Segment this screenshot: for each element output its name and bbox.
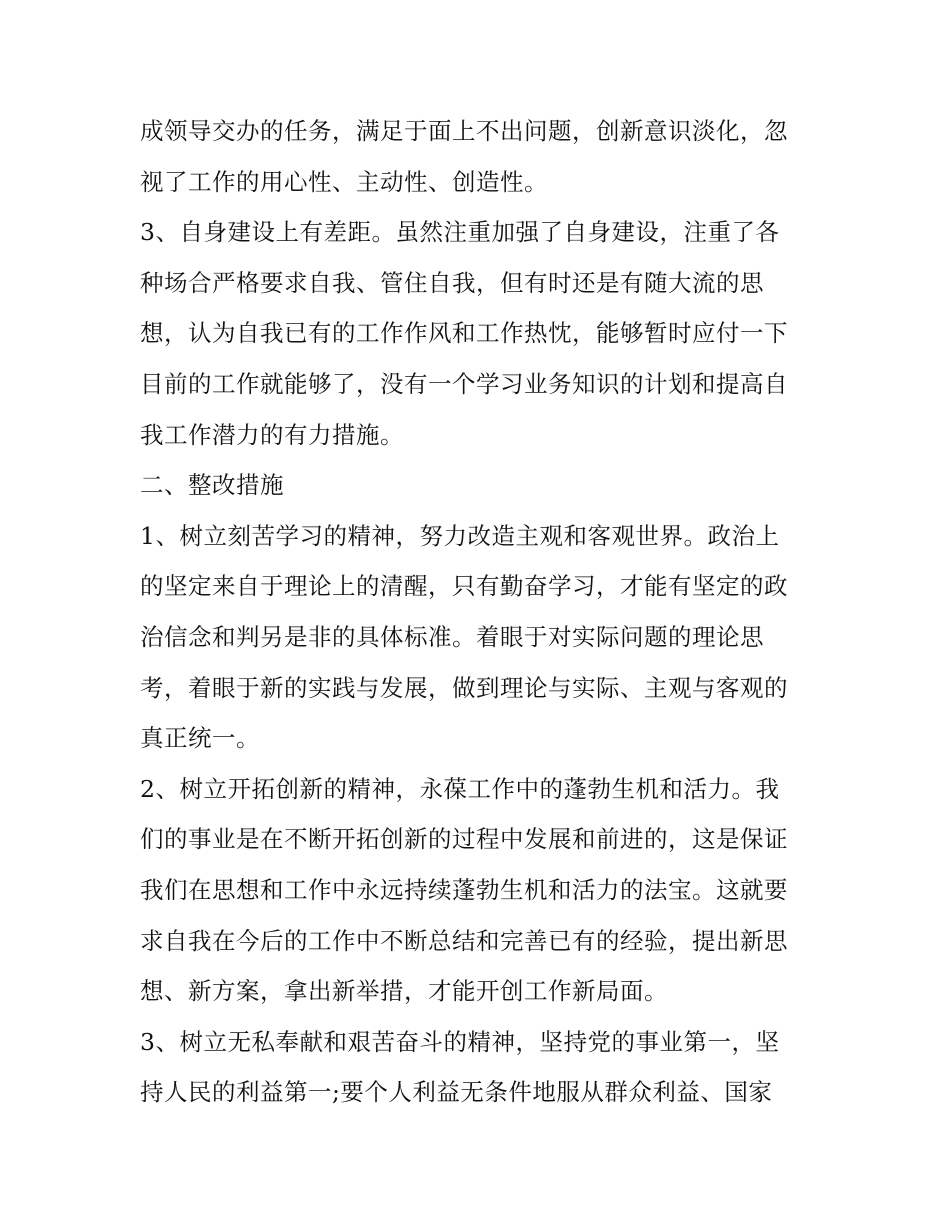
text-line: 我们在思想和工作中永远持续蓬勃生机和活力的法宝。这就要 bbox=[140, 875, 788, 904]
text-line: 想，认为自我已有的工作作风和工作热忱，能够暂时应付一下 bbox=[140, 319, 788, 348]
text-line: 视了工作的用心性、主动性、创造性。 bbox=[140, 167, 548, 196]
text-line: 真正统一。 bbox=[140, 724, 260, 753]
section-heading: 二、整改措施 bbox=[140, 471, 284, 500]
text-line: 目前的工作就能够了，没有一个学习业务知识的计划和提高自 bbox=[140, 369, 788, 398]
text-line: 我工作潜力的有力措施。 bbox=[140, 420, 404, 449]
text-line: 3、树立无私奉献和艰苦奋斗的精神，坚持党的事业第一，坚 bbox=[140, 1027, 780, 1056]
text-line: 的坚定来自于理论上的清醒，只有勤奋学习，才能有坚定的政 bbox=[140, 572, 788, 601]
text-line: 1、树立刻苦学习的精神，努力改造主观和客观世界。政治上 bbox=[140, 521, 780, 550]
text-line: 持人民的利益第一;要个人利益无条件地服从群众利益、国家 bbox=[140, 1078, 773, 1107]
text-line: 想、新方案，拿出新举措，才能开创工作新局面。 bbox=[140, 977, 668, 1006]
body-text bbox=[140, 106, 820, 1118]
text-line: 2、树立开拓创新的精神，永葆工作中的蓬勃生机和活力。我 bbox=[140, 774, 780, 803]
text-line: 3、自身建设上有差距。虽然注重加强了自身建设，注重了各 bbox=[140, 218, 780, 247]
text-line: 考，着眼于新的实践与发展，做到理论与实际、主观与客观的 bbox=[140, 673, 788, 702]
text-line: 种场合严格要求自我、管住自我，但有时还是有随大流的思 bbox=[140, 268, 764, 297]
text-line: 求自我在今后的工作中不断总结和完善已有的经验，提出新思 bbox=[140, 926, 788, 955]
text-line: 治信念和判另是非的具体标准。着眼于对实际问题的理论思 bbox=[140, 622, 764, 651]
text-line: 们的事业是在不断开拓创新的过程中发展和前进的，这是保证 bbox=[140, 825, 788, 854]
text-line: 成领导交办的任务，满足于面上不出问题，创新意识淡化，忽 bbox=[140, 117, 788, 145]
